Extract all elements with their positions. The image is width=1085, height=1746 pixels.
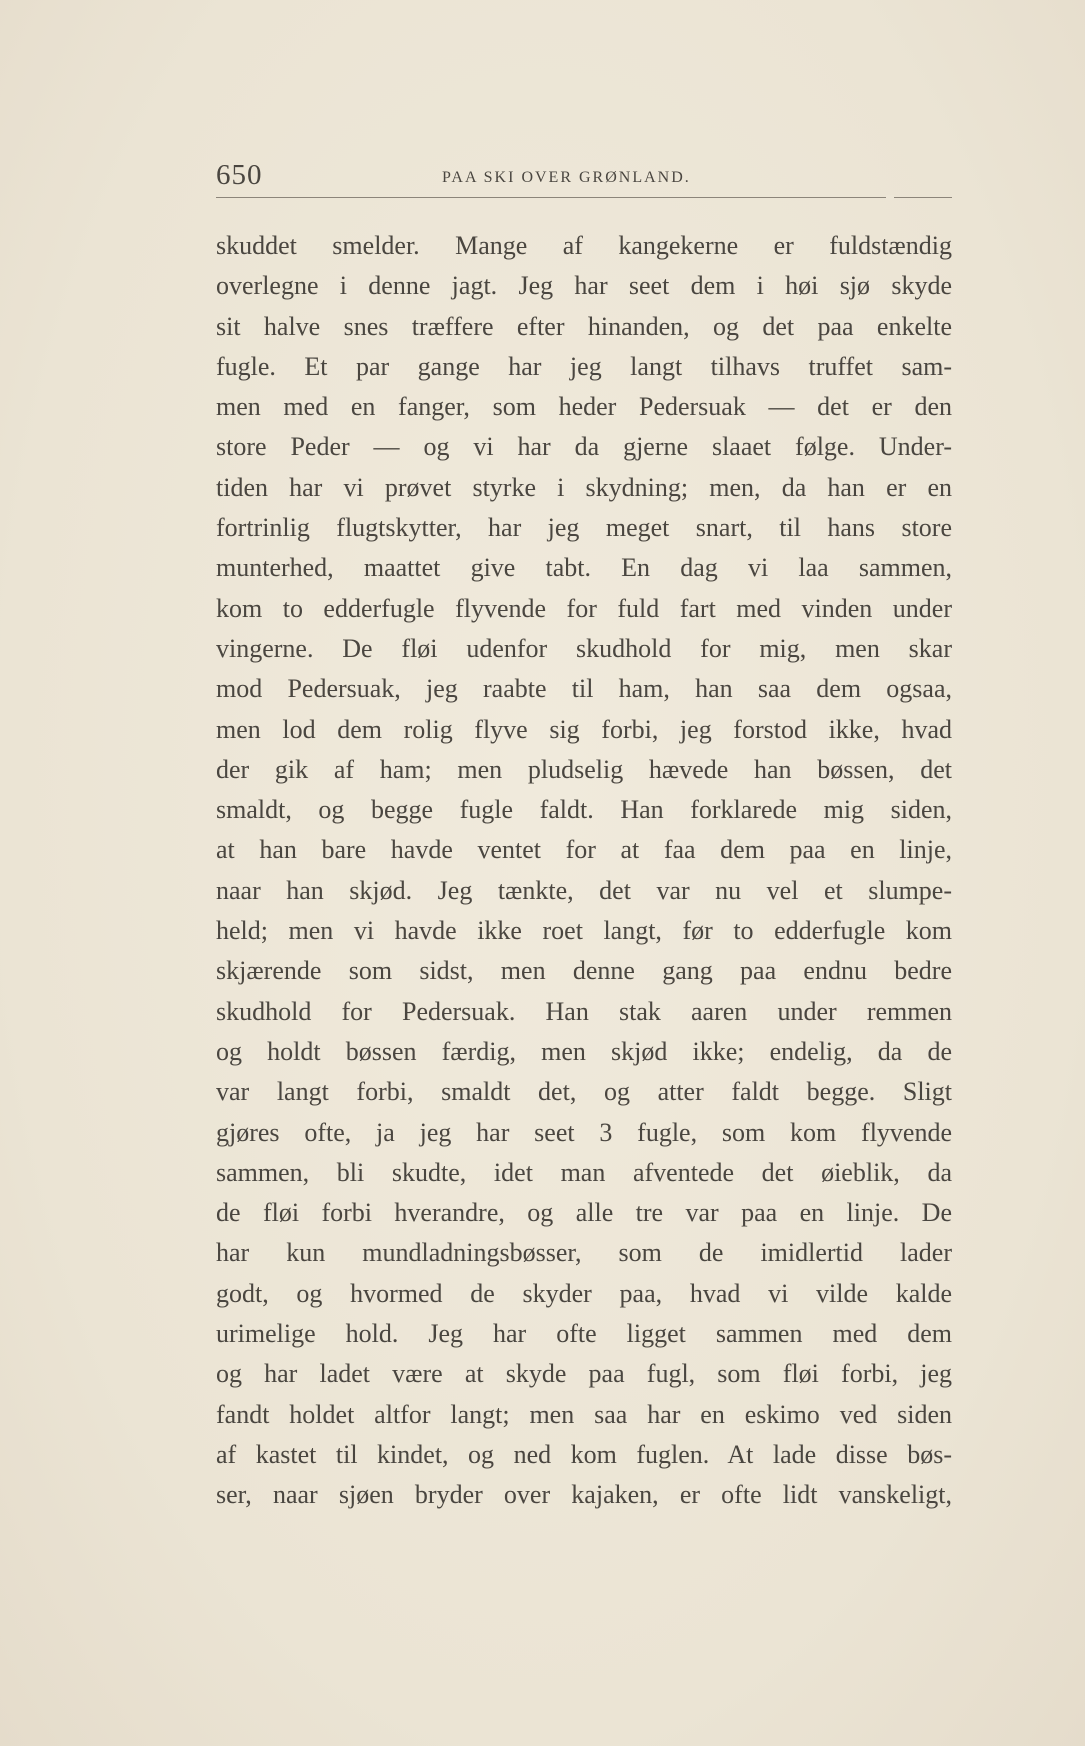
page-number: 650 bbox=[216, 159, 263, 191]
text-line: fugle. Et par gange har jeg langt tilhavs truffet sam- bbox=[216, 351, 952, 381]
text-line: vingerne. De fløi udenfor skudhold for mig, men skar bbox=[216, 633, 952, 663]
text-line: mod Pedersuak, jeg raabte til ham, han saa dem ogsaa, bbox=[216, 674, 952, 704]
body-text bbox=[216, 226, 952, 1516]
text-line: urimelige hold. Jeg har ofte ligget sammen med dem bbox=[216, 1319, 952, 1349]
text-line: fandt holdet altfor langt; men saa har en eskimo ved siden bbox=[216, 1399, 952, 1429]
text-line: kom to edderfugle flyvende for fuld fart med vinden under bbox=[216, 593, 952, 623]
text-line: overlegne i denne jagt. Jeg har seet dem i høi sjø skyde bbox=[216, 271, 952, 301]
text-line: store Peder — og vi har da gjerne slaaet følge. Under- bbox=[216, 432, 952, 462]
text-line: sit halve snes træffere efter hinanden, og det paa enkelte bbox=[216, 311, 952, 341]
text-line: skudhold for Pedersuak. Han stak aaren under remmen bbox=[216, 996, 952, 1026]
header-rule bbox=[216, 197, 952, 198]
page-header bbox=[216, 155, 952, 195]
header-rule-gap bbox=[886, 195, 894, 200]
text-line: og holdt bøssen færdig, men skjød ikke; endelig, da de bbox=[216, 1036, 952, 1066]
text-line: af kastet til kindet, og ned kom fuglen. At lade disse bøs- bbox=[216, 1439, 952, 1469]
text-line: tiden har vi prøvet styrke i skydning; men, da han er en bbox=[216, 472, 952, 502]
text-line: de fløi forbi hverandre, og alle tre var paa en linje. De bbox=[216, 1198, 952, 1228]
text-line: men lod dem rolig flyve sig forbi, jeg forstod ikke, hvad bbox=[216, 714, 952, 744]
text-line: godt, og hvormed de skyder paa, hvad vi vilde kalde bbox=[216, 1278, 952, 1308]
running-title: PAA SKI OVER GRØNLAND. bbox=[442, 169, 691, 186]
text-line: munterhed, maattet give tabt. En dag vi laa sammen, bbox=[216, 553, 952, 583]
text-line: sammen, bli skudte, idet man afventede det øieblik, da bbox=[216, 1157, 952, 1187]
text-line: naar han skjød. Jeg tænkte, det var nu vel et slumpe- bbox=[216, 875, 952, 905]
text-line: smaldt, og begge fugle faldt. Han forklarede mig siden, bbox=[216, 795, 952, 825]
text-line: var langt forbi, smaldt det, og atter faldt begge. Sligt bbox=[216, 1077, 952, 1107]
text-line: og har ladet være at skyde paa fugl, som fløi forbi, jeg bbox=[216, 1359, 952, 1389]
text-line: at han bare havde ventet for at faa dem paa en linje, bbox=[216, 835, 952, 865]
text-line: fortrinlig flugtskytter, har jeg meget snart, til hans store bbox=[216, 513, 952, 543]
text-line: har kun mundladningsbøsser, som de imidlertid lader bbox=[216, 1238, 952, 1268]
text-line: held; men vi havde ikke roet langt, før to edderfugle kom bbox=[216, 916, 952, 946]
text-line: gjøres ofte, ja jeg har seet 3 fugle, som kom flyvende bbox=[216, 1117, 952, 1147]
text-line: men med en fanger, som heder Pedersuak — det er den bbox=[216, 392, 952, 422]
text-line: skjærende som sidst, men denne gang paa endnu bedre bbox=[216, 956, 952, 986]
text-line: ser, naar sjøen bryder over kajaken, er ofte lidt vanskeligt, bbox=[216, 1480, 952, 1510]
text-line: der gik af ham; men pludselig hævede han bøssen, det bbox=[216, 754, 952, 784]
text-line: skuddet smelder. Mange af kangekerne er fuldstændig bbox=[216, 231, 952, 260]
